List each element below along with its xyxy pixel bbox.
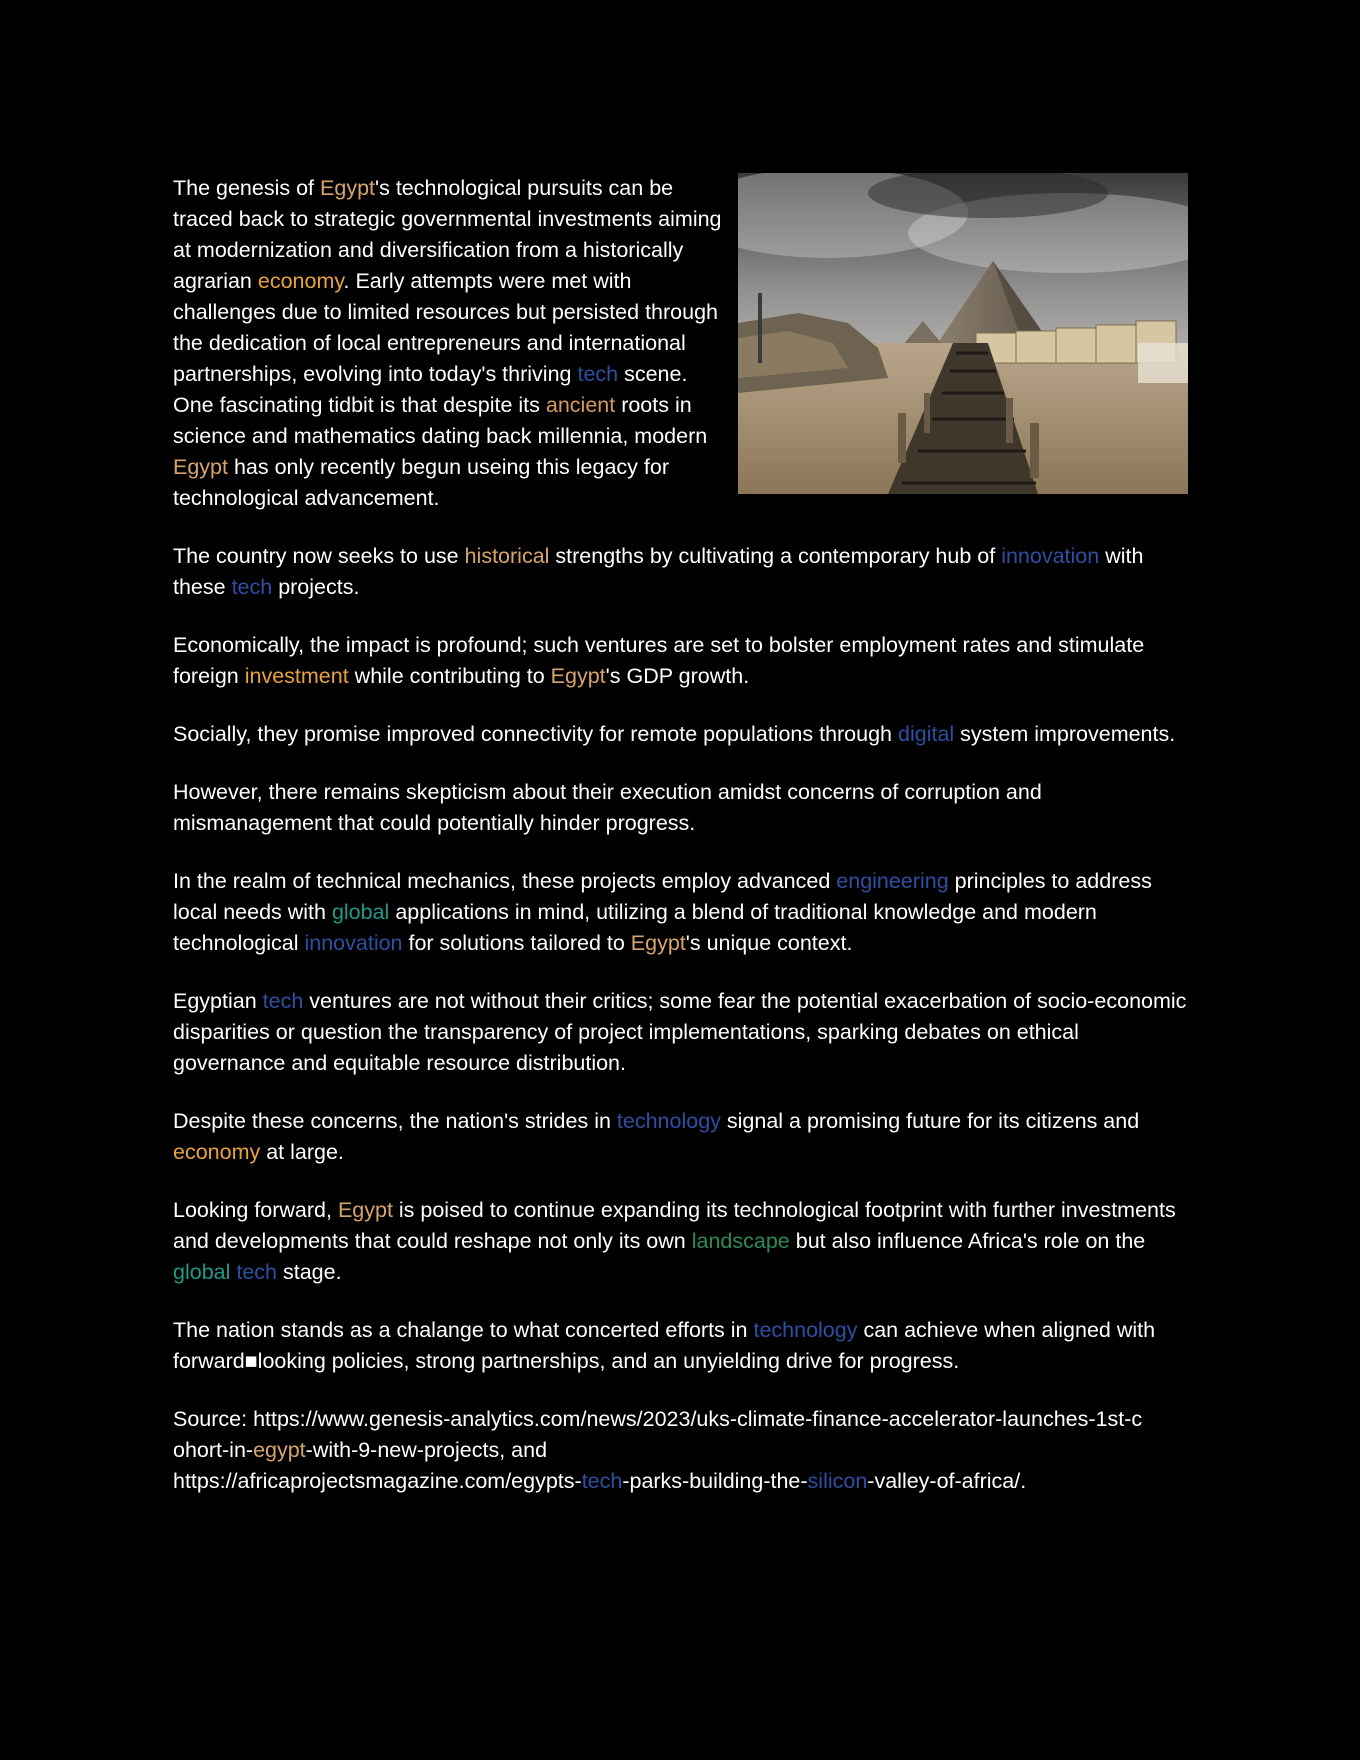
text-run: strengths by cultivating a contemporary hub of (549, 544, 1002, 568)
text-run: 's technological pursuits can be traced back to strategic governmental investments aiming at modernization and diversification from a historically agrarian (173, 176, 722, 293)
highlighted-term: historical (464, 544, 550, 568)
text-run: can achieve when aligned with forward■looking policies, strong partnerships, and an unyielding drive for progress. (173, 1318, 1156, 1373)
highlighted-term: egypt (253, 1438, 306, 1462)
highlighted-term: economy (257, 269, 344, 293)
text-run: Socially, they promise improved connectivity for remote populations through (173, 722, 898, 746)
article-paragraph (173, 719, 1188, 750)
text-run: Despite these concerns, the nation's strides in (173, 1109, 617, 1133)
text-run: with these (173, 544, 1144, 599)
text-run: -valley-of-africa/. (867, 1469, 1027, 1493)
source-line (173, 1435, 1188, 1466)
text-run: applications in mind, utilizing a blend of traditional knowledge and modern technological (173, 900, 1097, 955)
document-page (173, 173, 1188, 1524)
highlighted-term: silicon (807, 1469, 868, 1493)
highlighted-term: digital (898, 722, 955, 746)
text-run: system improvements. (954, 722, 1176, 746)
highlighted-term: tech (236, 1260, 278, 1284)
source-line (173, 1404, 1188, 1435)
highlighted-term: global (331, 900, 390, 924)
source-citation (173, 1404, 1188, 1497)
highlighted-term: tech (577, 362, 619, 386)
highlighted-term: innovation (1001, 544, 1100, 568)
text-run: for solutions tailored to (402, 931, 631, 955)
article-paragraph (173, 1106, 1188, 1168)
text-run: Egyptian (173, 989, 263, 1013)
article-paragraph (173, 541, 1188, 603)
text-run: The genesis of (173, 176, 321, 200)
highlighted-term: Egypt (337, 1198, 393, 1222)
highlighted-term: technology (616, 1109, 721, 1133)
text-run: principles to address local needs with (173, 869, 1152, 924)
text-run: . Early attempts were met with challenges due to limited resources but persisted through the dedication of local entrepreneurs and international partnerships, evolving into today's thriving (173, 269, 718, 386)
text-run: The country now seeks to use (173, 544, 465, 568)
text-run: Looking forward, (173, 1198, 338, 1222)
text-run: roots in science and mathematics dating back millennia, modern (173, 393, 708, 448)
text-run: Economically, the impact is profound; such ventures are set to bolster employment rates and stimulate foreign (173, 633, 1145, 688)
text-run: -with-9-new-projects, and (305, 1438, 548, 1462)
text-run: ohort-in- (173, 1438, 254, 1462)
text-run: However, there remains skepticism about their execution amidst concerns of corruption and mismanagement that could potentially hinder progress. (173, 780, 1042, 835)
text-run: projects. (272, 575, 360, 599)
source-line (173, 1466, 1188, 1497)
text-run: stage. (277, 1260, 342, 1284)
highlighted-term: landscape (691, 1229, 790, 1253)
highlighted-term: ancient (545, 393, 616, 417)
text-run: ventures are not without their critics; some fear the potential exacerbation of socio-economic disparities or question the transparency of project implementations, sparking debates on ethical governance and equitable resource distribution. (173, 989, 1187, 1075)
text-run: Source: https://www.genesis-analytics.com/news/2023/uks-climate-finance-accelerator-launches-1st-c (173, 1407, 1143, 1431)
highlighted-term: technology (753, 1318, 858, 1342)
highlighted-term: investment (244, 664, 349, 688)
article-paragraph (173, 777, 1188, 839)
highlighted-term: Egypt (550, 664, 606, 688)
text-run: In the realm of technical mechanics, these projects employ advanced (173, 869, 837, 893)
text-run: has only recently begun useing this legacy for technological advancement. (173, 455, 669, 510)
article-paragraph (173, 1315, 1188, 1377)
article-paragraph (173, 1195, 1188, 1288)
text-run: scene. One fascinating tidbit is that despite its (173, 362, 688, 417)
highlighted-term: global (173, 1260, 231, 1284)
text-run: 's GDP growth. (605, 664, 750, 688)
pyramid-construction-photo (738, 173, 1188, 494)
highlighted-term: innovation (304, 931, 403, 955)
article-paragraph (173, 630, 1188, 692)
text-run: The nation stands as a chalange to what concerted efforts in (173, 1318, 754, 1342)
highlighted-term: Egypt (630, 931, 686, 955)
article-paragraph (173, 866, 1188, 959)
text-run: signal a promising future for its citizens and (720, 1109, 1140, 1133)
highlighted-term: tech (581, 1469, 623, 1493)
text-run: at large. (260, 1140, 344, 1164)
highlighted-term: economy (173, 1140, 261, 1164)
highlighted-term: Egypt (320, 176, 375, 200)
highlighted-term: engineering (836, 869, 949, 893)
text-run: 's unique context. (685, 931, 853, 955)
text-run: is poised to continue expanding its technological footprint with further investments and developments that could reshape not only its own (173, 1198, 1176, 1253)
highlighted-term: tech (231, 575, 273, 599)
text-run: https://africaprojectsmagazine.com/egypts- (173, 1469, 582, 1493)
text-run: but also influence Africa's role on the (789, 1229, 1146, 1253)
highlighted-term: tech (262, 989, 304, 1013)
article-paragraph (173, 986, 1188, 1079)
text-run: -parks-building-the- (622, 1469, 808, 1493)
highlighted-term: Egypt (173, 455, 228, 479)
text-run: while contributing to (348, 664, 551, 688)
